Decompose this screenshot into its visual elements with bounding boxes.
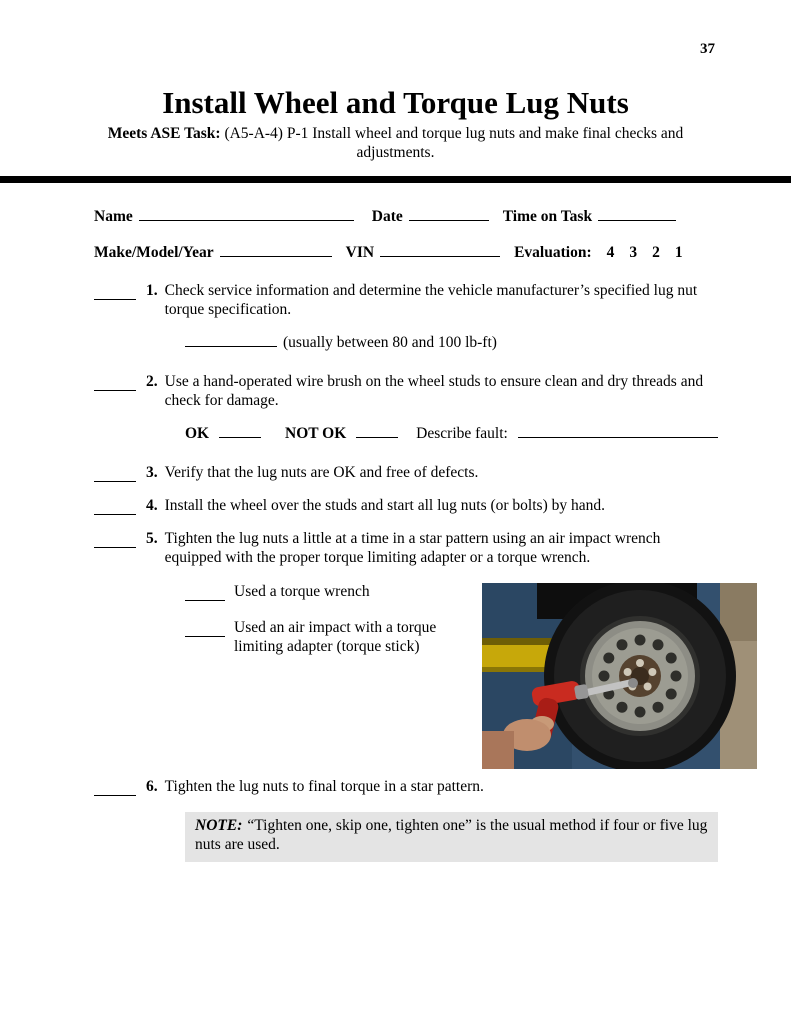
torque-spec-line [185, 333, 791, 353]
step-2-number: 2. [146, 373, 158, 391]
wheel-photo [482, 583, 757, 769]
form-line-vehicle [94, 243, 791, 263]
torque-spec-hint: (usually between 80 and 100 lb-ft) [283, 334, 497, 352]
step-5-text: Tighten the lug nuts a little at a time in a star pattern using an air impact wrench equipped with the proper torque limiting adapter or a torque wrench. [164, 529, 661, 566]
form-line-identity [94, 207, 791, 227]
ok-blank [219, 424, 261, 438]
not-ok-label: NOT OK [285, 424, 347, 442]
step-5-options [185, 583, 482, 658]
air-impact-wrench-photo-illustration [482, 583, 757, 769]
ok-label: OK [185, 424, 210, 442]
option-air-impact-blank [185, 619, 225, 637]
steps-list [94, 282, 791, 796]
step-5 [94, 530, 791, 568]
divider-bar [0, 176, 791, 183]
step-2 [94, 373, 791, 411]
page-title: Install Wheel and Torque Lug Nuts [162, 85, 629, 120]
step-1-text: Check service information and determine the vehicle manufacturer’s specified lug nut torque specification. [164, 282, 698, 319]
ase-task-line [76, 125, 716, 163]
date-blank [409, 207, 489, 221]
step-2-completion-blank [94, 373, 136, 391]
step-5-details [185, 583, 791, 769]
step-4 [94, 497, 791, 516]
step-1-number: 1. [146, 282, 158, 300]
step-6-completion-blank [94, 778, 136, 796]
step-2-text: Use a hand-operated wire brush on the wheel studs to ensure clean and dry threads and check for damage. [164, 373, 704, 410]
step-4-number: 4. [146, 496, 158, 514]
date-label: Date [371, 207, 403, 225]
step-4-text: Install the wheel over the studs and start all lug nuts (or bolts) by hand. [164, 496, 605, 514]
evaluation-value-1: 1 [674, 243, 683, 261]
evaluation-value-4: 4 [606, 243, 615, 261]
step-3-text: Verify that the lug nuts are OK and free of defects. [164, 463, 479, 481]
evaluation-label: Evaluation: [514, 243, 592, 261]
step-5-number: 5. [146, 529, 158, 547]
option-air-impact [185, 619, 482, 657]
describe-fault-label: Describe fault: [416, 424, 508, 442]
vin-label: VIN [345, 243, 375, 261]
ase-task-label: Meets ASE Task: [107, 124, 221, 142]
page-number: 37 [700, 41, 715, 57]
make-model-year-blank [220, 243, 332, 257]
name-label: Name [94, 207, 133, 225]
not-ok-blank [356, 424, 398, 438]
ok-notok-line [185, 424, 791, 444]
step-4-completion-blank [94, 497, 136, 515]
step-3 [94, 464, 791, 483]
time-on-task-label: Time on Task [502, 207, 593, 225]
evaluation-value-2: 2 [652, 243, 660, 261]
ase-task-text: (A5-A-4) P-1 Install wheel and torque lug nuts and make final checks and adjustments. [224, 124, 684, 161]
step-3-completion-blank [94, 464, 136, 482]
evaluation-value-3: 3 [629, 243, 638, 261]
step-1 [94, 282, 791, 320]
step-3-number: 3. [146, 463, 158, 481]
describe-fault-blank [518, 424, 718, 438]
torque-spec-blank [185, 333, 277, 347]
note-text: “Tighten one, skip one, tighten one” is the usual method if four or five lug nuts are used. [195, 817, 708, 854]
option-torque-wrench [185, 583, 482, 602]
vin-blank [380, 243, 500, 257]
make-model-year-label: Make/Model/Year [94, 243, 214, 261]
step-6-text: Tighten the lug nuts to final torque in a star pattern. [164, 777, 484, 795]
note-label: NOTE: [195, 817, 243, 835]
option-torque-wrench-label: Used a torque wrench [234, 582, 370, 600]
note-box [185, 812, 718, 862]
time-on-task-blank [598, 207, 676, 221]
step-6 [94, 778, 791, 797]
option-torque-wrench-blank [185, 583, 225, 601]
step-1-completion-blank [94, 282, 136, 300]
step-6-number: 6. [146, 777, 158, 795]
name-blank [139, 207, 354, 221]
step-5-completion-blank [94, 530, 136, 548]
option-air-impact-label: Used an air impact with a torque limiting adapter (torque stick) [234, 619, 437, 656]
